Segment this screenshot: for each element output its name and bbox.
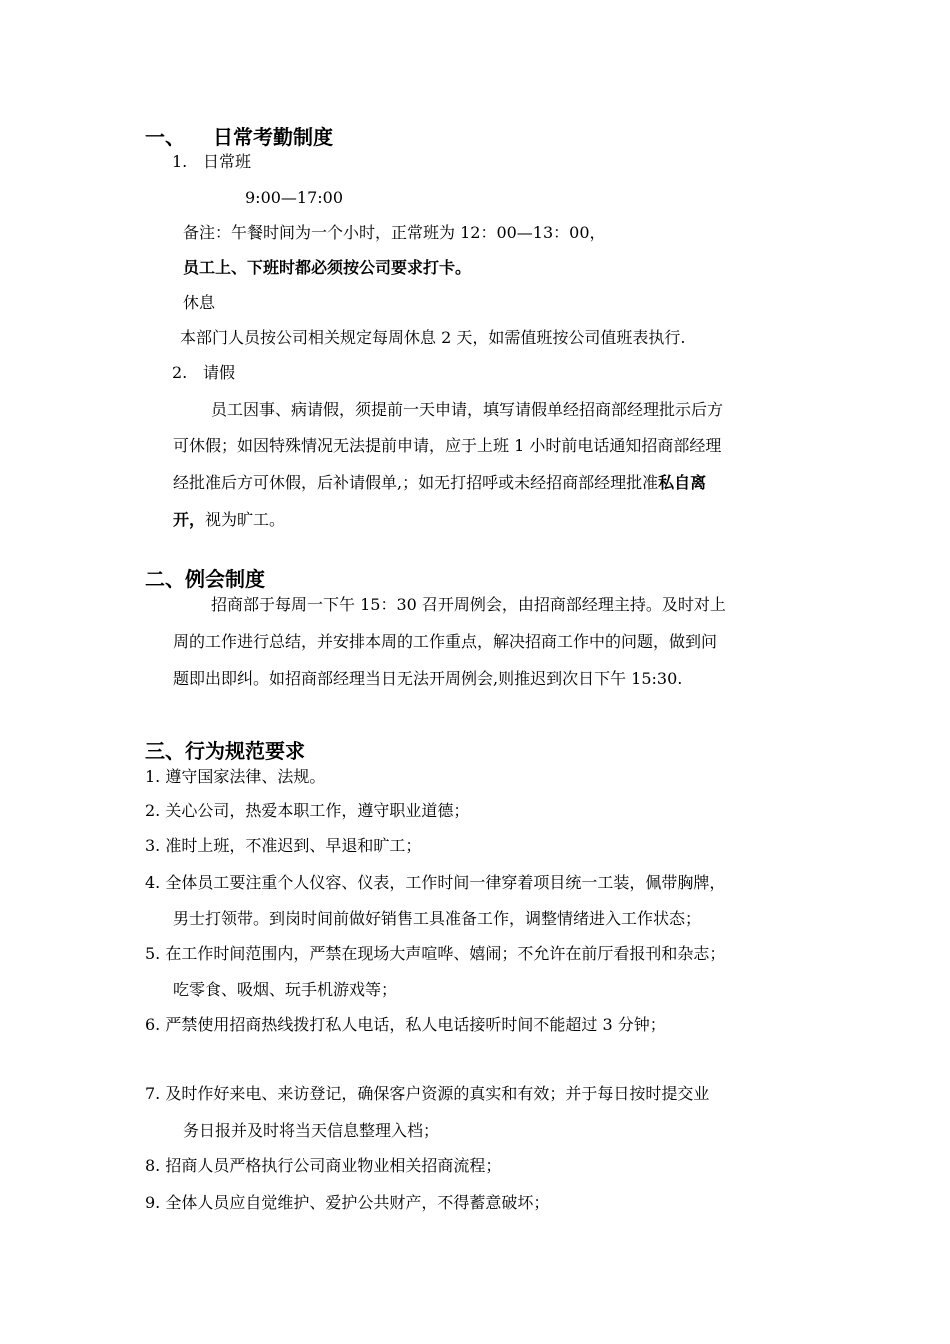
section1-item1-number: 1.: [172, 152, 188, 171]
rest-text: 本部门人员按公司相关规定每周休息 2 天，如需值班按公司值班表执行.: [180, 328, 686, 347]
rule-item-2: 2. 关心公司，热爱本职工作，遵守职业道德；: [145, 801, 470, 820]
meeting-paragraph-line3: 题即出即纠。如招商部经理当日无法开周例会,则推迟到次日下午 15:30.: [173, 669, 683, 688]
leave-line3-bold: 私自离: [658, 473, 707, 492]
lunch-note: 备注：午餐时间为一个小时，正常班为 12：00—13：00，: [183, 223, 606, 242]
rule-item-9: 9. 全体人员应自觉维护、爱护公共财产，不得蓄意破坏；: [145, 1193, 550, 1212]
section2-heading: 二、例会制度: [145, 567, 265, 591]
leave-line3-text: 经批准后方可休假，后补请假单,；如无打招呼或未经招商部经理批准: [173, 473, 659, 492]
rule-item-5: 5. 在工作时间范围内，严禁在现场大声喧哗、嬉闹；不允许在前厅看报刊和杂志；: [145, 944, 726, 963]
leave-paragraph-line3: [173, 473, 706, 493]
rule-item-7: 7. 及时作好来电、来访登记，确保客户资源的真实和有效；并于每日按时提交业: [145, 1084, 710, 1103]
rule-item-6: 6. 严禁使用招商热线拨打私人电话，私人电话接听时间不能超过 3 分钟；: [145, 1015, 666, 1034]
work-hours: 9:00—17:00: [245, 188, 344, 207]
section1-item2-number: 2.: [172, 363, 188, 382]
section1-item1-title: 日常班: [203, 152, 252, 171]
rest-title: 休息: [183, 293, 216, 312]
section3-heading: 三、行为规范要求: [145, 739, 305, 763]
meeting-paragraph-line1: 招商部于每周一下午 15：30 召开周例会，由招商部经理主持。及时对上: [211, 595, 726, 614]
rule-item-1: 1. 遵守国家法律、法规。: [145, 767, 326, 786]
leave-paragraph-line2: 可休假；如因特殊情况无法提前申请，应于上班 1 小时前电话通知招商部经理: [173, 436, 722, 455]
rule-item-7-continued: 务日报并及时将当天信息整理入档；: [183, 1121, 440, 1140]
section1-item2-title: 请假: [203, 363, 236, 382]
leave-line4-bold: 开，: [173, 510, 206, 529]
rule-item-4-continued: 男士打领带。到岗时间前做好销售工具准备工作，调整情绪进入工作状态；: [173, 909, 702, 928]
clock-in-rule: 员工上、下班时都必须按公司要求打卡。: [183, 258, 472, 277]
rule-item-3: 3. 准时上班，不准迟到、早退和旷工；: [145, 836, 422, 855]
leave-line4-text: 视为旷工。: [205, 510, 286, 529]
rule-item-5-continued: 吃零食、吸烟、玩手机游戏等；: [173, 980, 398, 999]
rule-item-8: 8. 招商人员严格执行公司商业物业相关招商流程；: [145, 1156, 502, 1175]
rule-item-4: 4. 全体员工要注重个人仪容、仪表，工作时间一律穿着项目统一工装，佩带胸牌，: [145, 873, 726, 892]
section1-heading-number: 一、: [145, 125, 185, 149]
leave-paragraph-line1: 员工因事、病请假，须提前一天申请，填写请假单经招商部经理批示后方: [211, 400, 724, 419]
meeting-paragraph-line2: 周的工作进行总结，并安排本周的工作重点，解决招商工作中的问题，做到问: [173, 632, 718, 651]
leave-paragraph-line4: [173, 510, 285, 530]
section1-heading-title: 日常考勤制度: [213, 125, 333, 149]
